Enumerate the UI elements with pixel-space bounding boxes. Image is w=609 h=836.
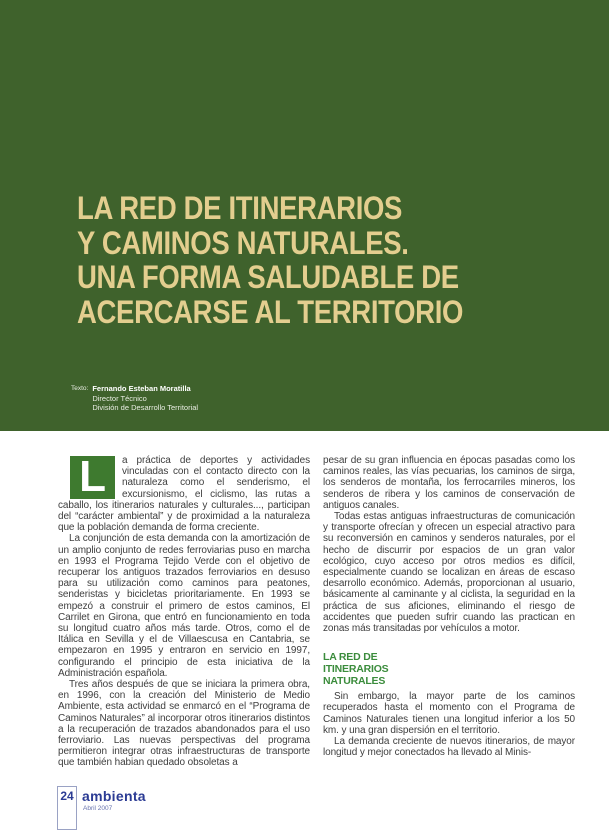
page-number-box [57,786,77,830]
credit-lines [92,384,198,413]
subheading-line-2: ITINERARIOS [323,663,389,676]
section-subheading [323,651,575,687]
right-column [323,455,575,758]
author-role: Director Técnico [92,393,147,403]
paragraph: La demanda creciente de nuevos itinerarios, de mayor longitud y mejor conectados ha llevado al Minis- [323,736,575,759]
subheading-line-3: NATURALES [323,675,386,688]
author-name: Fernando Esteban Moratilla [92,384,191,393]
subheading-line-1: LA RED DE [323,651,378,664]
paragraph: La conjunción de esta demanda con la amortización de un amplio conjunto de redes ferroviarias puso en marcha en 1993 el Programa Tejido Verde con el objetivo de recuperar los antiguos trazados ferroviarios en desuso para su utilización como caminos para peatones, senderistas y bicicletas prioritariamente. En 1993 se empezó a construir el primero de estos caminos, El Carrilet en Girona, que entró en funcionamiento en toda su longitud cuatro años más tarde. Otros, como el de Itálica en Sevilla y el de Villaescusa en Cantabria, se empezaron en 1995 y entraron en servicio en 1997, configurando el principio de esta iniciativa de la Administración española. [58,533,310,679]
paragraph: Todas estas antiguas infraestructuras de comunicación y transporte ofrecían y ofrecen un especial atractivo para su reconversión en caminos y senderos naturales, por el hecho de discurrir por espacios de un gran valor ecológico, cuyo acceso por otros medios es difícil, especialmente cuando se localizan en áreas de escaso desarrollo económico. Además, proporcionan al usuario, básicamente al caminante y al ciclista, la seguridad en la práctica de sus aficiones, eliminando el riesgo de accidentes que pueden sufrir cuando las practican en zonas más transitadas por vehículos a motor. [323,511,575,635]
title-line-1: LA RED DE ITINERARIOS [77,190,403,226]
paragraph-lead-text: a práctica de deportes y actividades vinculadas con el contacto directo con la naturaleza como el senderismo, el excursionismo, el ciclismo, las rutas a caballo, los itinerarios naturales y culturales..., participan del “carácter ambiental” y de proximidad a la naturaleza que la población demanda de forma creciente. [58,455,310,534]
paragraph: Tres años después de que se iniciara la primera obra, en 1996, con la creación del Ministerio de Medio Ambiente, esta actividad se enmarcó en el “Programa de Caminos Naturales” al incorporar otros itinerarios distintos a la recuperación de trazados abandonados para el uso ferroviario. Las nuevas perspectivas del programa permitieron integrar otras infraestructuras de transporte que también habian quedado obsoletas a [58,679,310,769]
dropcap-letter: L [70,456,115,499]
paragraph-lead [58,452,310,534]
issue-date: Abril 2007 [83,805,113,812]
title-line-4: ACERCARSE AL TERRITORIO [77,293,464,330]
title-line-2: Y CAMINOS NATURALES. [77,224,409,261]
paragraph: Sin embargo, la mayor parte de los caminos recuperados hasta el momento con el Programa de Caminos Naturales tienen una longitud inferior a los 50 km. y una gran dispersión en el territorio. [323,691,575,736]
title-line-3: UNA FORMA SALUDABLE DE [77,259,459,295]
credit-label: Texto: [71,385,89,392]
magazine-title: ambienta [82,788,146,804]
paragraph: pesar de su gran influencia en épocas pasadas como los caminos reales, las vías pecuarias, los caminos de sirga, los senderos de montaña, los ferrocarriles mineros, los senderos de ribera y los caminos de conservación de antiguos canales. [323,455,575,511]
author-credit [71,384,198,413]
left-column [58,452,310,769]
page-number: 24 [60,789,74,803]
article-title [77,191,463,329]
author-division: División de Desarrollo Territorial [92,403,199,412]
